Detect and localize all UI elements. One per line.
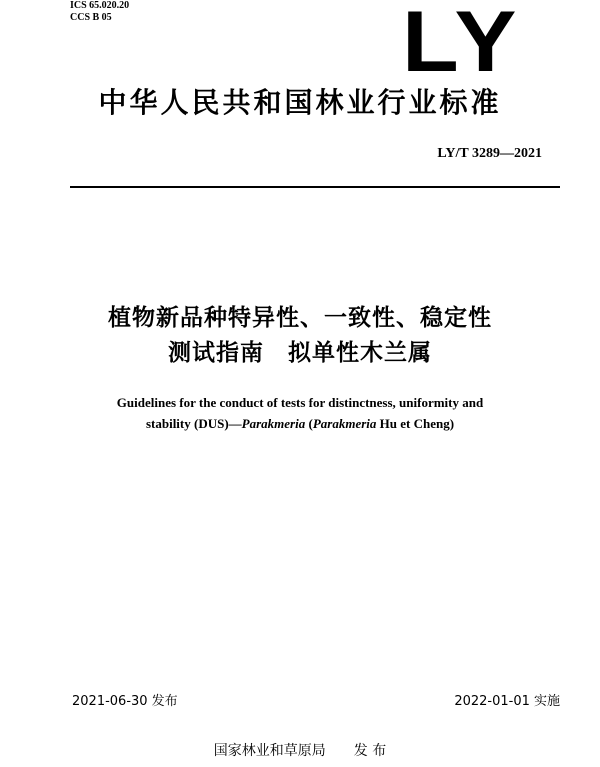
english-title-part: stability (DUS)—	[145, 416, 242, 431]
chinese-title-line-2: 测试指南 拟单性木兰属	[168, 340, 432, 366]
ics-code: ICS 65.020.20	[70, 0, 130, 11]
ccs-code: CCS B 05	[70, 12, 112, 23]
chinese-title-line-1: 植物新品种特异性、一致性、稳定性	[108, 305, 492, 331]
issuer-action: 发 布	[353, 743, 387, 759]
publication-date: 2021-06-30 发布	[72, 694, 178, 709]
issuing-authority	[0, 740, 600, 760]
classification-codes	[70, 0, 129, 24]
standard-number: LY/T 3289—2021	[437, 146, 542, 161]
english-title-line-2	[0, 413, 600, 434]
english-title-genus: Parakmeria	[241, 416, 306, 431]
english-title-part: (	[305, 416, 313, 431]
english-title-genus: Parakmeria	[312, 416, 377, 431]
english-title-line-1: Guidelines for the conduct of tests for distinctness, uniformity and	[116, 395, 484, 410]
standard-logo: LY	[402, 0, 521, 90]
implementation-date: 2022-01-01 实施	[454, 694, 560, 709]
header-divider	[70, 186, 560, 188]
issuer-name: 国家林业和草原局	[213, 743, 326, 759]
english-title-part: Hu et Cheng)	[376, 416, 455, 431]
standard-category-title: 中华人民共和国林业行业标准	[98, 86, 502, 119]
